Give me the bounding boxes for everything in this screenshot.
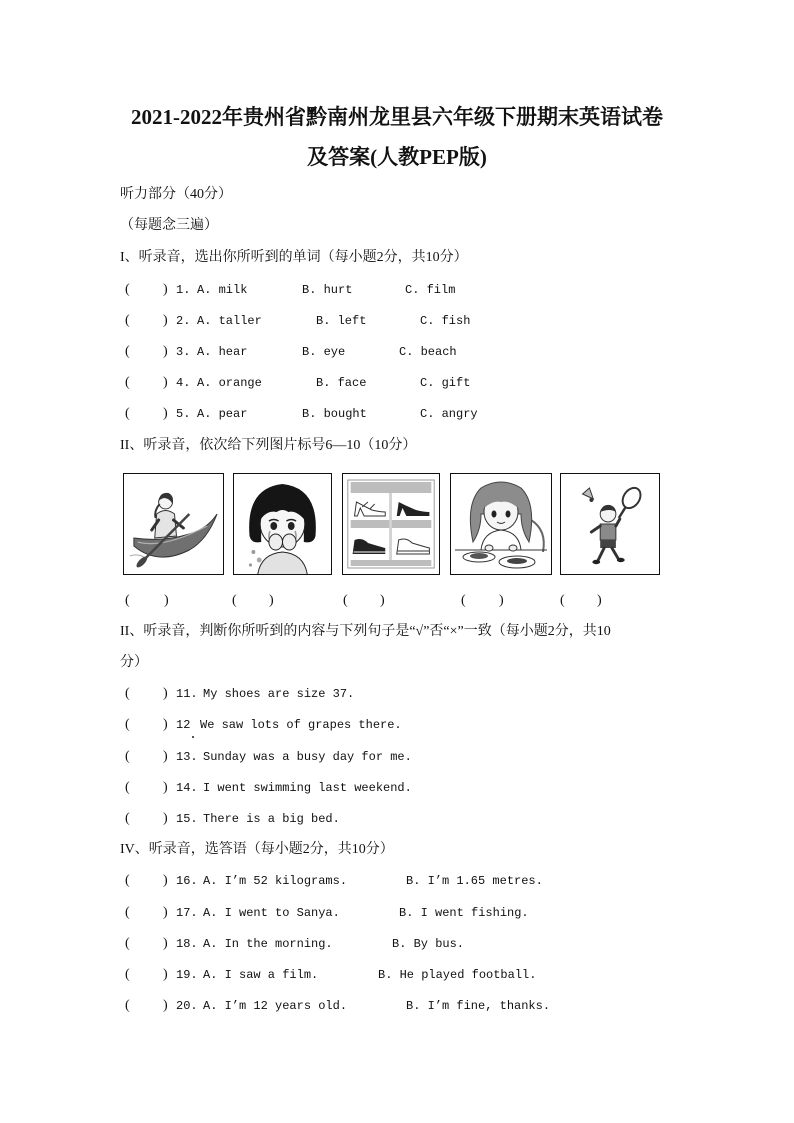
answer-bracket-close: ) [163,375,168,390]
option-c: C. film [405,283,456,297]
option-b: B. I’m 1.65 metres. [406,874,543,888]
section3-heading-row-continued [0,654,794,672]
question-number: 2. [176,314,191,328]
question-number: 3. [176,345,191,359]
option-b: B. left [316,314,367,328]
section2-heading-row [0,437,794,455]
answer-bracket-open: ( [125,282,130,297]
question-number: 19. [176,968,198,982]
option-b: B. face [316,376,367,390]
answer-bracket-close: ) [163,282,168,297]
crying-girl-illustration [234,474,331,574]
section3-heading-continued: 分） [120,655,148,670]
answer-bracket-close: ) [163,905,168,920]
answer-bracket-open: ( [125,905,130,920]
option-b: B. I went fishing. [399,906,529,920]
crying-girl-picture [233,473,332,575]
shoe-shelf-illustration [343,474,439,574]
shoe-shelf-picture [342,473,440,575]
answer-bracket-close: ) [269,593,274,608]
answer-bracket-open: ( [125,780,130,795]
answer-bracket-open: ( [461,593,466,608]
answer-bracket-close: ) [163,406,168,421]
question-row [0,904,794,922]
statement-text: Sunday was a busy day for me. [203,750,412,764]
question-number: 13. [176,750,198,764]
question-number: 20. [176,999,198,1013]
answer-bracket-open: ( [125,686,130,701]
question-row [0,343,794,361]
statement-text: We saw lots of grapes there. [200,718,402,732]
answer-bracket-close: ) [163,967,168,982]
section4-heading-row [0,841,794,859]
answer-bracket-open: ( [232,593,237,608]
answer-bracket-open: ( [125,936,130,951]
picture-answer-row [0,592,794,610]
answer-bracket-open: ( [125,375,130,390]
listening-heading: 听力部分（40分） [120,187,232,202]
option-a: A. I’m 52 kilograms. [203,874,348,888]
statement-text: There is a big bed. [203,812,340,826]
section3-heading-row [0,623,794,641]
question-row [0,966,794,984]
question-number: 12 [176,718,191,732]
option-b: B. I’m fine, thanks. [406,999,551,1013]
answer-bracket-open: ( [125,873,130,888]
option-a: A. I saw a film. [203,968,319,982]
question-number: 15. [176,812,198,826]
answer-bracket-open: ( [560,593,565,608]
question-row [0,716,794,734]
question-row [0,935,794,953]
exam-title-line2: 及答案(人教PEP版) [307,145,487,169]
answer-bracket-open: ( [125,811,130,826]
option-a: A. orange [197,376,262,390]
option-c: C. gift [420,376,471,390]
option-b: B. eye [302,345,346,359]
question-row [0,997,794,1015]
option-b: B. He played football. [378,968,537,982]
option-a: A. In the morning. [203,937,333,951]
question-number: 11. [176,687,198,701]
answer-bracket-open: ( [343,593,348,608]
section1-heading: I、听录音，选出你所听到的单词（每小题2分，共10分） [120,250,468,265]
question-row [0,405,794,423]
listening-note-row [0,217,794,235]
option-b: B. bought [302,407,367,421]
question-row [0,872,794,890]
answer-bracket-close: ) [163,780,168,795]
question-number: 4. [176,376,191,390]
question-row [0,685,794,703]
girl-eating-picture [450,473,552,575]
question-number: 5. [176,407,191,421]
option-c: C. beach [399,345,457,359]
option-a: A. milk [197,283,248,297]
answer-bracket-close: ) [163,873,168,888]
answer-bracket-open: ( [125,998,130,1013]
question-row [0,312,794,330]
option-c: C. angry [420,407,478,421]
answer-bracket-open: ( [125,406,130,421]
emphasis-dot [192,736,194,738]
rowing-boat-illustration [124,474,223,574]
answer-bracket-close: ) [163,686,168,701]
answer-bracket-close: ) [164,593,169,608]
question-number: 14. [176,781,198,795]
question-number: 17. [176,906,198,920]
option-c: C. fish [420,314,471,328]
question-number: 16. [176,874,198,888]
section4-heading: IV、听录音，选答语（每小题2分，共10分） [120,842,394,857]
section2-heading: II、听录音，依次给下列图片标号6—10（10分） [120,438,417,453]
question-row [0,281,794,299]
answer-bracket-close: ) [499,593,504,608]
badminton-boy-picture [560,473,660,575]
question-number: 1. [176,283,191,297]
answer-bracket-close: ) [163,749,168,764]
section1-heading-row [0,249,794,267]
answer-bracket-close: ) [163,811,168,826]
answer-bracket-close: ) [163,313,168,328]
answer-bracket-close: ) [163,344,168,359]
question-row [0,779,794,797]
listening-note: （每题念三遍） [120,218,218,233]
option-a: A. I’m 12 years old. [203,999,348,1013]
answer-bracket-close: ) [597,593,602,608]
option-a: A. pear [197,407,248,421]
answer-bracket-open: ( [125,967,130,982]
section3-heading: II、听录音，判断你所听到的内容与下列句子是“√”否“×”一致（每小题2分，共10 [120,624,611,639]
statement-text: I went swimming last weekend. [203,781,412,795]
answer-bracket-close: ) [163,998,168,1013]
answer-bracket-open: ( [125,313,130,328]
badminton-boy-illustration [561,474,659,574]
exam-title-line1: 2021-2022年贵州省黔南州龙里县六年级下册期末英语试卷 [131,105,663,129]
answer-bracket-open: ( [125,344,130,359]
answer-bracket-close: ) [163,936,168,951]
answer-bracket-open: ( [125,717,130,732]
option-a: A. taller [197,314,262,328]
answer-bracket-close: ) [380,593,385,608]
option-a: A. hear [197,345,248,359]
question-number: 18. [176,937,198,951]
option-b: B. By bus. [392,937,465,951]
answer-bracket-open: ( [125,593,130,608]
answer-bracket-open: ( [125,749,130,764]
option-b: B. hurt [302,283,353,297]
rowing-boat-picture [123,473,224,575]
question-row [0,374,794,392]
girl-eating-illustration [451,474,551,574]
question-row [0,810,794,828]
question-row [0,748,794,766]
option-a: A. I went to Sanya. [203,906,340,920]
statement-text: My shoes are size 37. [203,687,355,701]
listening-heading-row [0,186,794,204]
answer-bracket-close: ) [163,717,168,732]
